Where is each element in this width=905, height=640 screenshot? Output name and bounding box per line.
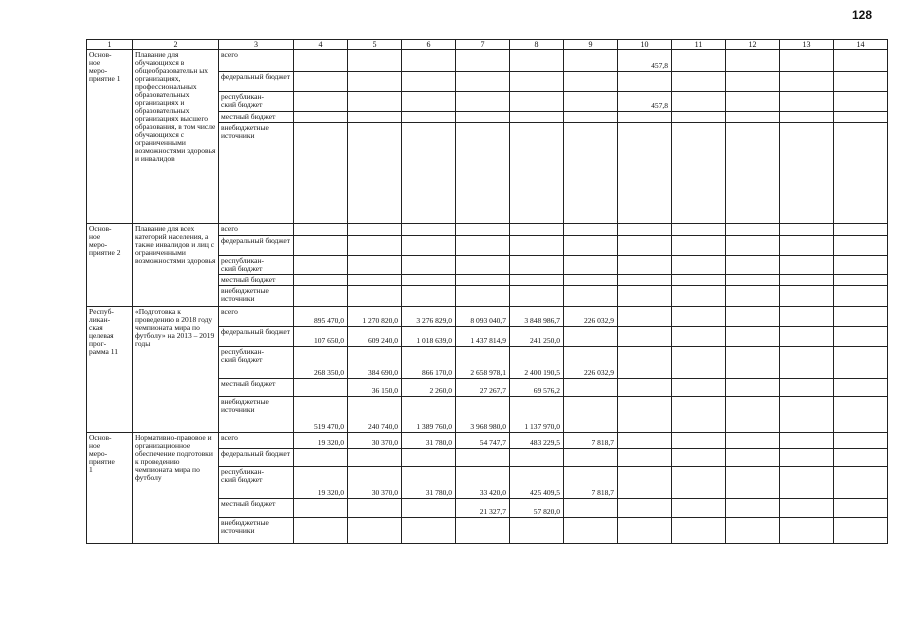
amount-cell bbox=[672, 275, 726, 286]
amount-cell bbox=[780, 346, 834, 378]
amount-cell bbox=[348, 112, 402, 123]
amount-cell bbox=[780, 50, 834, 72]
funding-source: федеральный бюджет bbox=[219, 72, 294, 92]
funding-source: республикан- ский бюджет bbox=[219, 92, 294, 112]
amount-cell bbox=[618, 449, 672, 467]
column-header: 1 bbox=[87, 40, 133, 50]
amount-cell bbox=[726, 449, 780, 467]
amount-cell bbox=[780, 275, 834, 286]
amount-cell bbox=[780, 286, 834, 306]
amount-cell: 57 820,0 bbox=[510, 498, 564, 517]
amount-cell bbox=[402, 449, 456, 467]
amount-cell bbox=[456, 112, 510, 123]
amount-cell bbox=[780, 517, 834, 543]
program-code: Основ- ное меро- приятие 1 bbox=[87, 50, 133, 224]
amount-cell bbox=[618, 256, 672, 275]
amount-cell bbox=[726, 433, 780, 449]
funding-source: федеральный бюджет bbox=[219, 449, 294, 467]
amount-cell bbox=[834, 433, 888, 449]
funding-source: федеральный бюджет bbox=[219, 236, 294, 256]
amount-cell bbox=[618, 236, 672, 256]
amount-cell bbox=[348, 72, 402, 92]
amount-cell bbox=[780, 72, 834, 92]
amount-cell bbox=[618, 275, 672, 286]
amount-cell bbox=[672, 224, 726, 236]
amount-cell bbox=[294, 224, 348, 236]
amount-cell bbox=[726, 256, 780, 275]
amount-cell bbox=[510, 50, 564, 72]
amount-cell bbox=[456, 123, 510, 224]
amount-cell bbox=[780, 92, 834, 112]
column-header: 6 bbox=[402, 40, 456, 50]
amount-cell bbox=[780, 224, 834, 236]
column-header: 7 bbox=[456, 40, 510, 50]
column-header: 10 bbox=[618, 40, 672, 50]
amount-cell: 54 747,7 bbox=[456, 433, 510, 449]
amount-cell bbox=[834, 378, 888, 396]
funding-source: внебюджетные источники bbox=[219, 397, 294, 433]
amount-cell: 2 260,0 bbox=[402, 378, 456, 396]
amount-cell bbox=[456, 236, 510, 256]
amount-cell bbox=[834, 256, 888, 275]
amount-cell: 240 740,0 bbox=[348, 397, 402, 433]
table-row bbox=[87, 224, 888, 236]
amount-cell bbox=[456, 92, 510, 112]
amount-cell bbox=[834, 275, 888, 286]
amount-cell bbox=[564, 123, 618, 224]
amount-cell bbox=[618, 467, 672, 498]
amount-cell: 19 320,0 bbox=[294, 467, 348, 498]
amount-cell bbox=[834, 72, 888, 92]
amount-cell: 2 400 190,5 bbox=[510, 346, 564, 378]
column-header: 2 bbox=[133, 40, 219, 50]
amount-cell bbox=[348, 275, 402, 286]
amount-cell bbox=[456, 224, 510, 236]
amount-cell bbox=[510, 224, 564, 236]
amount-cell bbox=[726, 224, 780, 236]
amount-cell: 457,8 bbox=[618, 92, 672, 112]
amount-cell bbox=[348, 449, 402, 467]
amount-cell bbox=[672, 236, 726, 256]
amount-cell bbox=[834, 517, 888, 543]
amount-cell bbox=[672, 50, 726, 72]
amount-cell bbox=[348, 256, 402, 275]
amount-cell bbox=[726, 50, 780, 72]
amount-cell bbox=[294, 92, 348, 112]
amount-cell bbox=[726, 326, 780, 346]
amount-cell bbox=[618, 306, 672, 326]
funding-source: всего bbox=[219, 433, 294, 449]
amount-cell bbox=[618, 397, 672, 433]
column-header: 14 bbox=[834, 40, 888, 50]
column-header: 4 bbox=[294, 40, 348, 50]
amount-cell bbox=[294, 50, 348, 72]
amount-cell: 21 327,7 bbox=[456, 498, 510, 517]
amount-cell bbox=[618, 326, 672, 346]
amount-cell bbox=[348, 123, 402, 224]
amount-cell bbox=[672, 123, 726, 224]
page-number: 128 bbox=[852, 8, 873, 22]
table-row bbox=[87, 50, 888, 72]
column-header: 9 bbox=[564, 40, 618, 50]
amount-cell: 31 780,0 bbox=[402, 433, 456, 449]
amount-cell bbox=[834, 112, 888, 123]
amount-cell: 3 276 829,0 bbox=[402, 306, 456, 326]
program-title: Плавание для обучающихся в общеобразовательн ых организациях, профессиональных образовательных организациях и образовательных организациях высшего образования, в том числе обучающихся с ограниченными возможностями здоровья и инвалидов bbox=[133, 50, 219, 224]
amount-cell bbox=[618, 517, 672, 543]
funding-source: федеральный бюджет bbox=[219, 326, 294, 346]
funding-source: местный бюджет bbox=[219, 275, 294, 286]
amount-cell bbox=[672, 498, 726, 517]
amount-cell bbox=[348, 498, 402, 517]
amount-cell bbox=[564, 326, 618, 346]
amount-cell bbox=[510, 286, 564, 306]
amount-cell bbox=[510, 92, 564, 112]
program-title: «Подготовка к проведению в 2018 году чемпионата мира по футболу» на 2013 – 2019 годы bbox=[133, 306, 219, 433]
budget-table bbox=[86, 39, 888, 544]
amount-cell: 241 250,0 bbox=[510, 326, 564, 346]
column-header: 13 bbox=[780, 40, 834, 50]
amount-cell bbox=[402, 112, 456, 123]
amount-cell: 36 150,0 bbox=[348, 378, 402, 396]
amount-cell: 457,8 bbox=[618, 50, 672, 72]
amount-cell bbox=[348, 50, 402, 72]
amount-cell bbox=[834, 397, 888, 433]
amount-cell bbox=[726, 517, 780, 543]
amount-cell bbox=[834, 236, 888, 256]
amount-cell bbox=[780, 498, 834, 517]
amount-cell bbox=[564, 517, 618, 543]
amount-cell bbox=[402, 224, 456, 236]
amount-cell bbox=[510, 72, 564, 92]
amount-cell bbox=[348, 236, 402, 256]
amount-cell bbox=[780, 123, 834, 224]
amount-cell bbox=[402, 517, 456, 543]
amount-cell bbox=[780, 326, 834, 346]
amount-cell bbox=[294, 112, 348, 123]
amount-cell bbox=[834, 449, 888, 467]
amount-cell bbox=[564, 236, 618, 256]
amount-cell bbox=[618, 72, 672, 92]
amount-cell bbox=[456, 275, 510, 286]
amount-cell bbox=[294, 123, 348, 224]
amount-cell bbox=[510, 449, 564, 467]
amount-cell bbox=[672, 326, 726, 346]
amount-cell bbox=[294, 378, 348, 396]
table-row bbox=[87, 306, 888, 326]
amount-cell bbox=[564, 449, 618, 467]
funding-source: внебюджетные источники bbox=[219, 286, 294, 306]
amount-cell bbox=[294, 517, 348, 543]
amount-cell: 1 137 970,0 bbox=[510, 397, 564, 433]
funding-source: местный бюджет bbox=[219, 498, 294, 517]
amount-cell bbox=[294, 286, 348, 306]
amount-cell bbox=[834, 326, 888, 346]
amount-cell bbox=[456, 50, 510, 72]
amount-cell bbox=[780, 236, 834, 256]
amount-cell bbox=[402, 256, 456, 275]
amount-cell bbox=[780, 112, 834, 123]
amount-cell bbox=[672, 378, 726, 396]
amount-cell: 2 658 978,1 bbox=[456, 346, 510, 378]
amount-cell bbox=[510, 236, 564, 256]
amount-cell bbox=[834, 286, 888, 306]
amount-cell bbox=[564, 256, 618, 275]
amount-cell: 8 093 040,7 bbox=[456, 306, 510, 326]
header-row bbox=[87, 40, 888, 50]
amount-cell: 226 032,9 bbox=[564, 306, 618, 326]
amount-cell bbox=[402, 72, 456, 92]
amount-cell bbox=[672, 433, 726, 449]
amount-cell bbox=[618, 378, 672, 396]
amount-cell bbox=[834, 498, 888, 517]
column-header: 5 bbox=[348, 40, 402, 50]
column-header: 12 bbox=[726, 40, 780, 50]
amount-cell bbox=[294, 236, 348, 256]
amount-cell: 483 229,5 bbox=[510, 433, 564, 449]
funding-source: местный бюджет bbox=[219, 378, 294, 396]
funding-source: внебюджетные источники bbox=[219, 517, 294, 543]
amount-cell: 425 409,5 bbox=[510, 467, 564, 498]
amount-cell: 1 437 814,9 bbox=[456, 326, 510, 346]
amount-cell bbox=[618, 112, 672, 123]
program-code: Основ- ное меро- приятие 2 bbox=[87, 224, 133, 306]
amount-cell: 895 470,0 bbox=[294, 306, 348, 326]
amount-cell bbox=[834, 224, 888, 236]
amount-cell: 3 968 980,0 bbox=[456, 397, 510, 433]
amount-cell: 866 170,0 bbox=[402, 346, 456, 378]
amount-cell bbox=[402, 236, 456, 256]
amount-cell bbox=[402, 275, 456, 286]
amount-cell bbox=[348, 224, 402, 236]
amount-cell: 27 267,7 bbox=[456, 378, 510, 396]
program-title: Плавание для всех категорий населения, а также инвалидов и лиц с ограниченными возможностями здоровья bbox=[133, 224, 219, 306]
amount-cell bbox=[564, 498, 618, 517]
amount-cell bbox=[510, 256, 564, 275]
amount-cell: 30 370,0 bbox=[348, 467, 402, 498]
amount-cell bbox=[510, 123, 564, 224]
amount-cell bbox=[294, 72, 348, 92]
amount-cell: 31 780,0 bbox=[402, 467, 456, 498]
amount-cell bbox=[780, 467, 834, 498]
funding-source: республикан- ский бюджет bbox=[219, 467, 294, 498]
amount-cell: 519 470,0 bbox=[294, 397, 348, 433]
amount-cell bbox=[402, 92, 456, 112]
table-body bbox=[87, 40, 888, 544]
amount-cell bbox=[672, 346, 726, 378]
amount-cell bbox=[672, 112, 726, 123]
amount-cell bbox=[834, 92, 888, 112]
program-title: Нормативно-правовое и организационное обеспечение подготовки к проведению чемпионата мира по футболу bbox=[133, 433, 219, 544]
amount-cell bbox=[564, 397, 618, 433]
amount-cell bbox=[780, 306, 834, 326]
table-row bbox=[87, 433, 888, 449]
amount-cell bbox=[834, 467, 888, 498]
funding-source: внебюджетные источники bbox=[219, 123, 294, 224]
amount-cell bbox=[834, 50, 888, 72]
amount-cell bbox=[672, 306, 726, 326]
amount-cell bbox=[456, 286, 510, 306]
amount-cell bbox=[294, 275, 348, 286]
amount-cell bbox=[564, 112, 618, 123]
amount-cell bbox=[618, 224, 672, 236]
amount-cell bbox=[726, 498, 780, 517]
program-code: Респуб- ликан- ская целевая прог- рамма 11 bbox=[87, 306, 133, 433]
amount-cell: 1 389 760,0 bbox=[402, 397, 456, 433]
amount-cell bbox=[618, 286, 672, 306]
funding-source: всего bbox=[219, 50, 294, 72]
column-header: 3 bbox=[219, 40, 294, 50]
amount-cell bbox=[510, 517, 564, 543]
amount-cell bbox=[348, 517, 402, 543]
amount-cell: 609 240,0 bbox=[348, 326, 402, 346]
amount-cell: 19 320,0 bbox=[294, 433, 348, 449]
amount-cell bbox=[672, 92, 726, 112]
amount-cell bbox=[510, 275, 564, 286]
funding-source: республикан- ский бюджет bbox=[219, 346, 294, 378]
amount-cell bbox=[564, 72, 618, 92]
amount-cell bbox=[726, 467, 780, 498]
amount-cell: 384 690,0 bbox=[348, 346, 402, 378]
amount-cell bbox=[726, 123, 780, 224]
amount-cell: 3 848 986,7 bbox=[510, 306, 564, 326]
amount-cell: 107 650,0 bbox=[294, 326, 348, 346]
amount-cell bbox=[564, 92, 618, 112]
amount-cell bbox=[672, 449, 726, 467]
amount-cell bbox=[780, 256, 834, 275]
column-header: 11 bbox=[672, 40, 726, 50]
amount-cell bbox=[294, 449, 348, 467]
amount-cell bbox=[780, 433, 834, 449]
amount-cell bbox=[402, 50, 456, 72]
amount-cell bbox=[726, 397, 780, 433]
amount-cell: 226 032,9 bbox=[564, 346, 618, 378]
amount-cell bbox=[510, 112, 564, 123]
amount-cell bbox=[726, 378, 780, 396]
amount-cell bbox=[618, 123, 672, 224]
amount-cell bbox=[402, 123, 456, 224]
amount-cell bbox=[456, 517, 510, 543]
amount-cell bbox=[402, 498, 456, 517]
amount-cell bbox=[348, 286, 402, 306]
column-header: 8 bbox=[510, 40, 564, 50]
amount-cell bbox=[672, 397, 726, 433]
amount-cell bbox=[618, 346, 672, 378]
amount-cell bbox=[726, 286, 780, 306]
amount-cell bbox=[564, 275, 618, 286]
amount-cell: 1 018 639,0 bbox=[402, 326, 456, 346]
amount-cell bbox=[564, 286, 618, 306]
amount-cell bbox=[780, 397, 834, 433]
amount-cell bbox=[456, 72, 510, 92]
funding-source: всего bbox=[219, 306, 294, 326]
amount-cell bbox=[618, 433, 672, 449]
amount-cell bbox=[564, 50, 618, 72]
amount-cell bbox=[726, 72, 780, 92]
amount-cell bbox=[348, 92, 402, 112]
amount-cell bbox=[726, 236, 780, 256]
amount-cell bbox=[456, 256, 510, 275]
funding-source: республикан- ский бюджет bbox=[219, 256, 294, 275]
amount-cell bbox=[834, 306, 888, 326]
amount-cell bbox=[726, 275, 780, 286]
amount-cell bbox=[294, 498, 348, 517]
funding-source: местный бюджет bbox=[219, 112, 294, 123]
amount-cell: 30 370,0 bbox=[348, 433, 402, 449]
amount-cell: 33 420,0 bbox=[456, 467, 510, 498]
amount-cell bbox=[834, 346, 888, 378]
amount-cell: 7 818,7 bbox=[564, 433, 618, 449]
amount-cell bbox=[294, 256, 348, 275]
amount-cell: 7 818,7 bbox=[564, 467, 618, 498]
amount-cell bbox=[726, 346, 780, 378]
amount-cell bbox=[726, 306, 780, 326]
amount-cell bbox=[564, 224, 618, 236]
amount-cell bbox=[672, 517, 726, 543]
funding-source: всего bbox=[219, 224, 294, 236]
amount-cell bbox=[780, 378, 834, 396]
amount-cell bbox=[834, 123, 888, 224]
amount-cell: 268 350,0 bbox=[294, 346, 348, 378]
amount-cell bbox=[726, 92, 780, 112]
amount-cell bbox=[618, 498, 672, 517]
amount-cell: 69 576,2 bbox=[510, 378, 564, 396]
amount-cell bbox=[672, 286, 726, 306]
amount-cell bbox=[726, 112, 780, 123]
amount-cell bbox=[672, 467, 726, 498]
amount-cell bbox=[456, 449, 510, 467]
program-code: Основ- ное меро- приятие 1 bbox=[87, 433, 133, 544]
amount-cell bbox=[672, 256, 726, 275]
amount-cell bbox=[402, 286, 456, 306]
amount-cell: 1 270 820,0 bbox=[348, 306, 402, 326]
amount-cell bbox=[780, 449, 834, 467]
amount-cell bbox=[672, 72, 726, 92]
amount-cell bbox=[564, 378, 618, 396]
